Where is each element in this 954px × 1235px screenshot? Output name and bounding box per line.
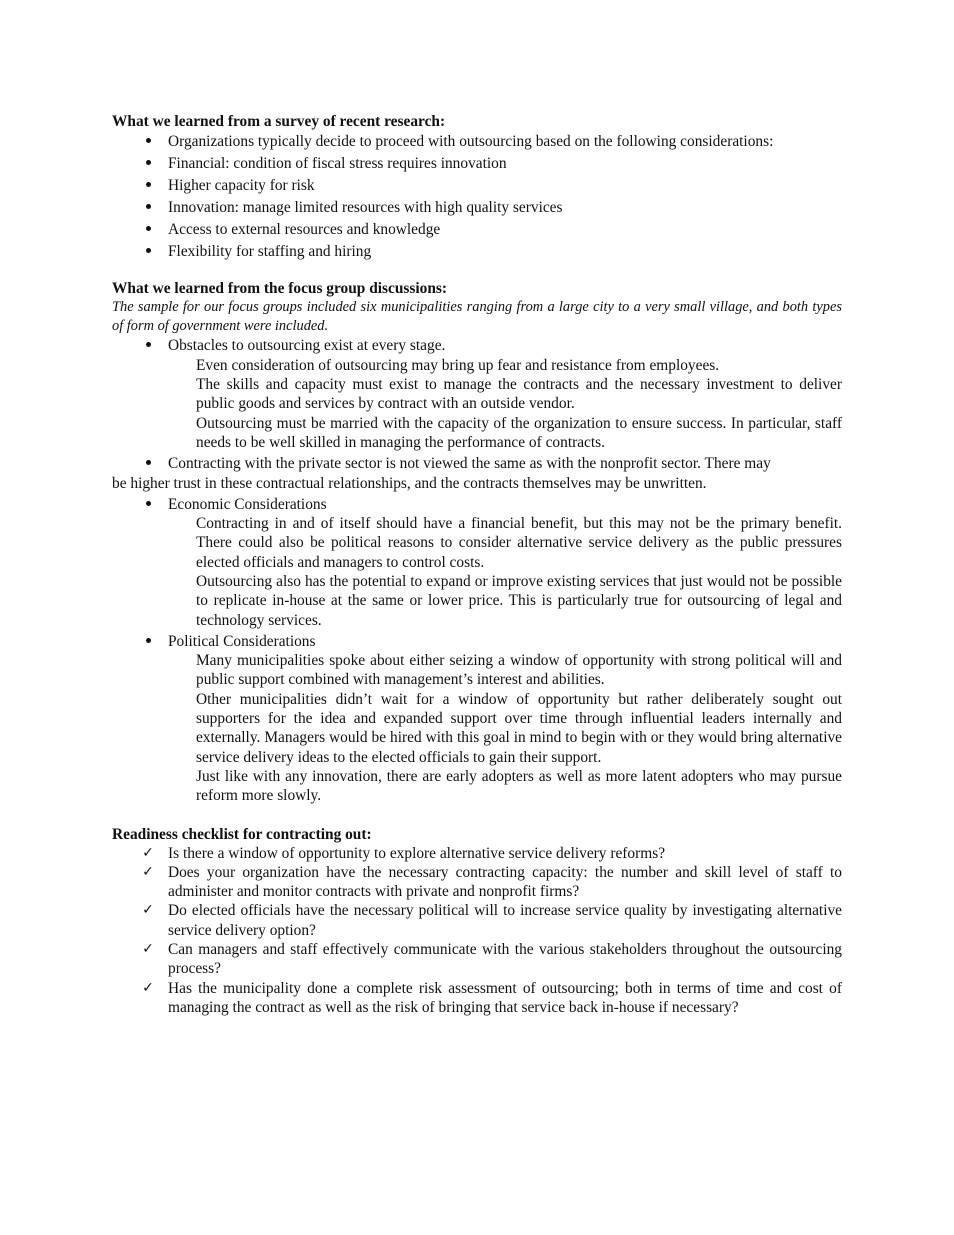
checklist-section	[112, 825, 842, 1018]
list-item-text: Access to external resources and knowledge	[168, 220, 441, 238]
list-item-text: Financial: condition of fiscal stress requires innovation	[168, 154, 507, 172]
checklist-item-text: Can managers and staff effectively communicate with the various stakeholders throughout the outsourcing process?	[168, 941, 842, 978]
checklist	[112, 844, 842, 1018]
bullet-dot-icon	[142, 336, 154, 355]
sub-paragraphs	[168, 514, 842, 630]
bullet-dot-icon	[142, 495, 154, 514]
list-item	[112, 241, 842, 263]
checklist-item	[112, 940, 842, 979]
research-section	[112, 112, 842, 262]
checklist-item	[112, 863, 842, 902]
list-item-text: Economic Considerations	[168, 495, 327, 513]
list-item	[112, 197, 842, 219]
sub-paragraph: Outsourcing also has the potential to expand or improve existing services that just would not be possible to replicate in-house at the same or lower price. This is particularly true for outsourcing of legal and technology services.	[196, 573, 842, 629]
list-item	[112, 495, 842, 630]
list-item	[112, 454, 842, 493]
focus-group-list	[112, 336, 842, 805]
bullet-dot-icon	[142, 175, 154, 197]
sub-paragraph: Just like with any innovation, there are early adopters as well as more latent adopters who may pursue reform more slowly.	[196, 767, 842, 805]
focus-group-section	[112, 279, 842, 805]
checklist-item-text: Has the municipality done a complete risk assessment of outsourcing; both in terms of time and cost of managing the contract as well as the risk of bringing that service back in-house if necessary?	[168, 979, 842, 1016]
check-mark-icon: ✓	[142, 941, 154, 958]
list-item-text: Flexibility for staffing and hiring	[168, 242, 372, 260]
sub-paragraphs	[168, 651, 842, 805]
list-item-text: Organizations typically decide to proceed with outsourcing based on the following considerations:	[168, 133, 774, 150]
bullet-dot-icon	[142, 219, 154, 241]
focus-group-intro: The sample for our focus groups included six municipalities ranging from a large city to a very small village, and both types of form of government were included.	[112, 299, 842, 335]
document-page	[112, 112, 842, 1017]
research-list	[112, 131, 842, 262]
checklist-item	[112, 979, 842, 1018]
list-item-text-continued: be higher trust in these contractual relationships, and the contracts themselves may be unwritten.	[112, 474, 707, 492]
list-item	[112, 153, 842, 175]
sub-paragraphs	[168, 356, 842, 452]
list-item	[112, 632, 842, 806]
sub-paragraph: Outsourcing must be married with the capacity of the organization to ensure success. In particular, staff needs to be well skilled in managing the performance of contracts.	[196, 414, 842, 451]
list-item-text: Innovation: manage limited resources with high quality services	[168, 198, 563, 216]
sub-paragraph: Other municipalities didn’t wait for a window of opportunity but rather deliberately sought out supporters for the idea and expanded support over time through influential leaders internally and externally. Managers would be hired with this goal in mind to begin with or they would bring alternative service delivery ideas to the elected officials to gain their support.	[196, 690, 842, 766]
check-mark-icon: ✓	[142, 844, 154, 861]
checklist-item	[112, 901, 842, 940]
list-item	[112, 131, 842, 153]
checklist-item-text: Do elected officials have the necessary political will to increase service quality by investigating alternative service delivery option?	[168, 902, 842, 939]
bullet-dot-icon	[142, 153, 154, 175]
sub-paragraph: Many municipalities spoke about either seizing a window of opportunity with strong political will and public support combined with management’s interest and abilities.	[196, 652, 842, 689]
check-mark-icon: ✓	[142, 863, 154, 880]
list-item	[112, 336, 842, 452]
list-item-text: Contracting with the private sector is not viewed the same as with the nonprofit sector. There may	[168, 455, 771, 473]
sub-paragraph: Contracting in and of itself should have a financial benefit, but this may not be the primary benefit. There could also be political reasons to consider alternative service delivery as the public pressures elected officials and managers to control costs.	[196, 515, 842, 571]
check-mark-icon: ✓	[142, 902, 154, 919]
list-item-text: Obstacles to outsourcing exist at every stage.	[168, 337, 446, 355]
focus-group-heading: What we learned from the focus group discussions:	[112, 280, 448, 298]
checklist-item-text: Is there a window of opportunity to explore alternative service delivery reforms?	[168, 844, 666, 862]
bullet-dot-icon	[142, 197, 154, 219]
list-item-text: Political Considerations	[168, 632, 316, 650]
list-item	[112, 175, 842, 197]
checklist-item-text: Does your organization have the necessary contracting capacity: the number and skill level of staff to administer and monitor contracts with private and nonprofit firms?	[168, 863, 842, 901]
sub-paragraph: The skills and capacity must exist to manage the contracts and the necessary investment to deliver public goods and services by contract with an outside vendor.	[196, 376, 842, 413]
checklist-heading: Readiness checklist for contracting out:	[112, 825, 372, 843]
research-heading: What we learned from a survey of recent research:	[112, 113, 446, 130]
list-item-text: Higher capacity for risk	[168, 176, 315, 194]
bullet-dot-icon	[142, 131, 154, 153]
sub-paragraph: Even consideration of outsourcing may bring up fear and resistance from employees.	[196, 356, 720, 374]
list-item	[112, 219, 842, 241]
bullet-dot-icon	[142, 241, 154, 263]
checklist-item	[112, 844, 842, 863]
check-mark-icon: ✓	[142, 979, 154, 996]
bullet-dot-icon	[142, 454, 154, 473]
bullet-dot-icon	[142, 632, 154, 651]
